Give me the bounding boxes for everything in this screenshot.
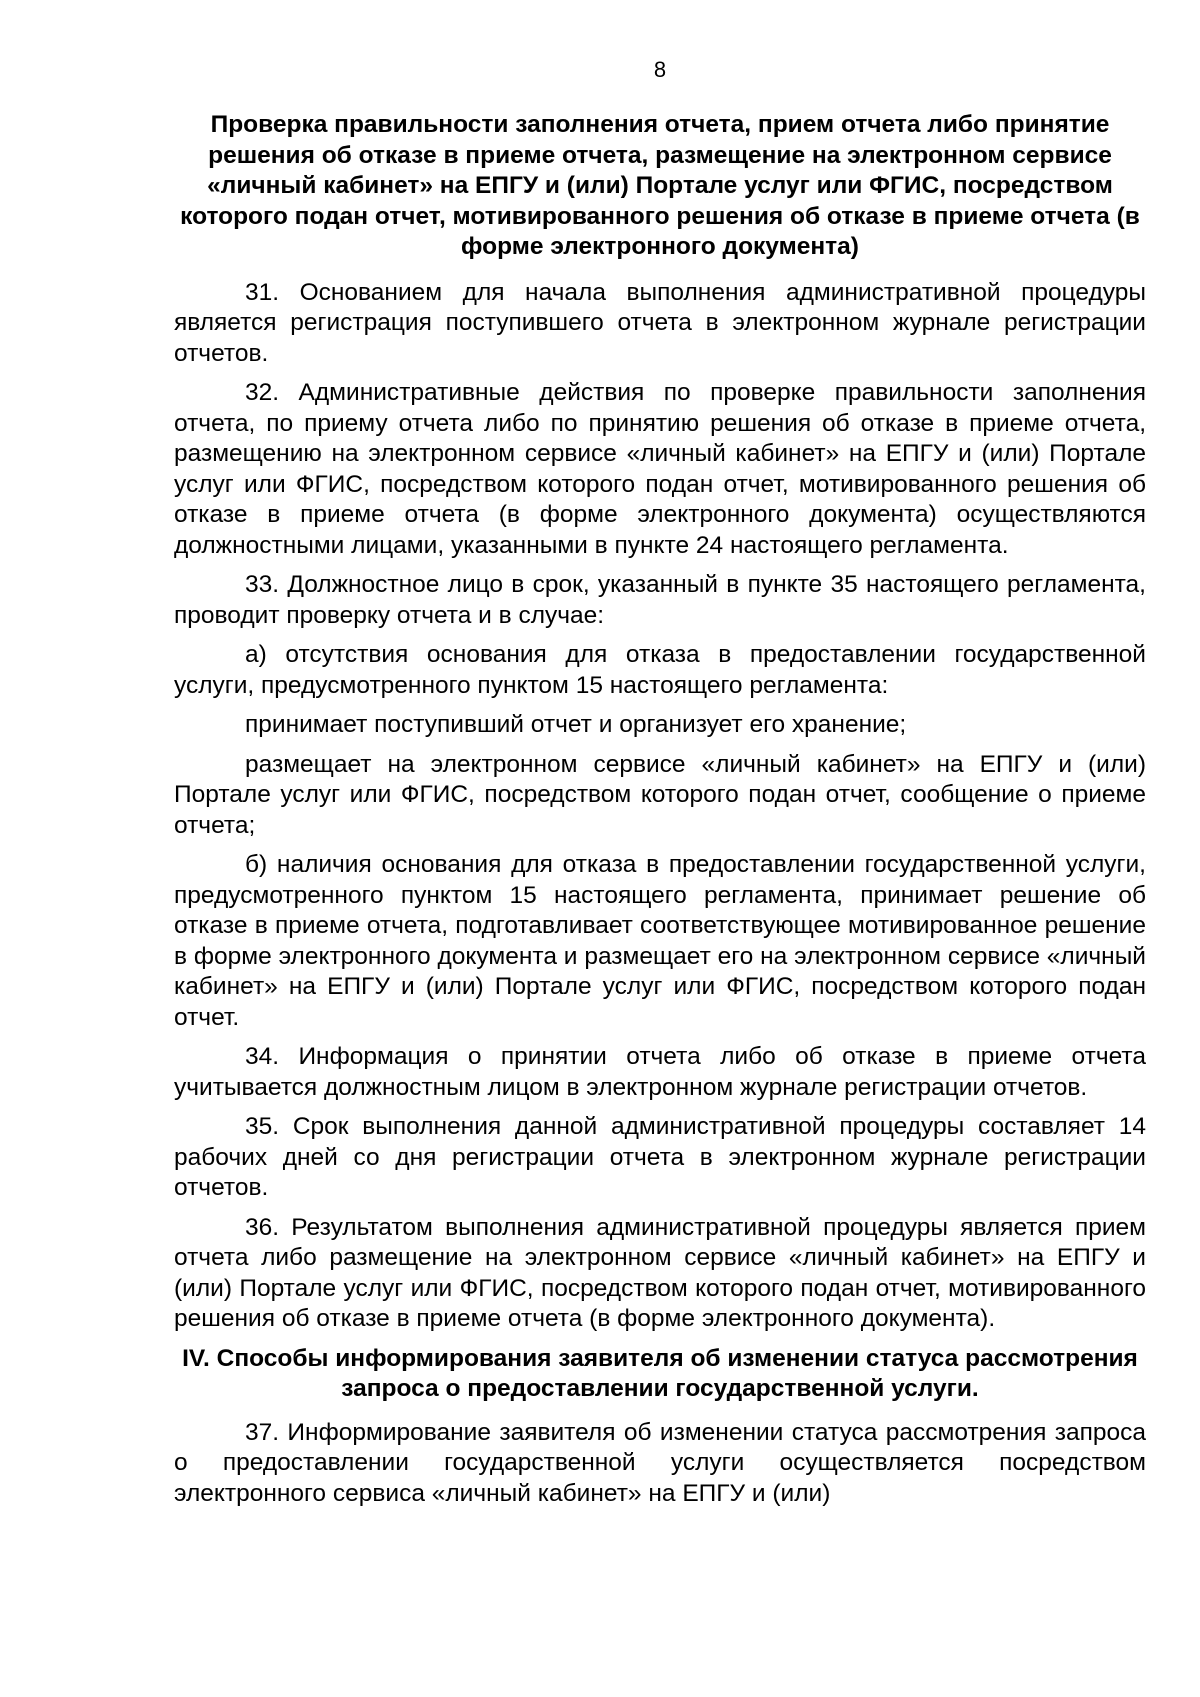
paragraph-34: 34. Информация о принятии отчета либо об отказе в приеме отчета учитывается должностным лицом в электронном журнале регистрации отчетов.: [174, 1043, 1146, 1101]
page-number: 8: [653, 57, 667, 82]
paragraph-33-b: б) наличия основания для отказа в предоставлении государственной услуги, предусмотренного пунктом 15 настоящего регламента, принимает решение об отказе в приеме отчета, подготавливает соответствующее мотивированное решение в форме электронного документа и размещает его на электронном сервисе «личный кабинет» на ЕПГУ и (или) Портале услуг или ФГИС, посредством которого подан отчет.: [174, 851, 1146, 1031]
paragraph-33: 33. Должностное лицо в срок, указанный в пункте 35 настоящего регламента, проводит проверку отчета и в случае:: [174, 571, 1146, 629]
paragraph-37: 37. Информирование заявителя об изменении статуса рассмотрения запроса о предоставлении государственной услуги осуществляется посредством электронного сервиса «личный кабинет» на ЕПГУ и (или): [174, 1418, 1146, 1507]
section-heading: Проверка правильности заполнения отчета, прием отчета либо принятие решения об отказе в приеме отчета, размещение на электронном сервисе «личный кабинет» на ЕПГУ и (или) Портале услуг или ФГИС, посредством которого подан отчет, мотивированного решения об отказе в приеме отчета (в форме электронного документа): [180, 111, 1140, 260]
paragraph-32: 32. Административные действия по проверке правильности заполнения отчета, по приему отчета либо по принятию решения об отказе в приеме отчета, размещению на электронном сервисе «личный кабинет» на ЕПГУ и (или) Портале услуг или ФГИС, посредством которого подан отчет, мотивированного решения об отказе в приеме отчета (в форме электронного документа) осуществляются должностными лицами, указанными в пункте 24 настоящего регламента.: [174, 379, 1146, 559]
paragraph-33-a: а) отсутствия основания для отказа в предоставлении государственной услуги, предусмотренного пунктом 15 настоящего регламента:: [174, 641, 1146, 699]
page-content: [174, 110, 1146, 1518]
paragraph-33-a-1: принимает поступивший отчет и организует его хранение;: [245, 711, 907, 738]
chapter-heading: IV. Способы информирования заявителя об изменении статуса рассмотрения запроса о предоставлении государственной услуги.: [182, 1344, 1138, 1402]
paragraph-33-a-2: размещает на электронном сервисе «личный кабинет» на ЕПГУ и (или) Портале услуг или ФГИС, посредством которого подан отчет, сообщение о приеме отчета;: [174, 750, 1146, 839]
paragraph-35: 35. Срок выполнения данной административной процедуры составляет 14 рабочих дней со дня регистрации отчета в электронном журнале регистрации отчетов.: [174, 1113, 1146, 1201]
paragraph-31: 31. Основанием для начала выполнения административной процедуры является регистрация поступившего отчета в электронном журнале регистрации отчетов.: [174, 278, 1146, 367]
paragraph-36: 36. Результатом выполнения административной процедуры является прием отчета либо размещение на электронном сервисе «личный кабинет» на ЕПГУ и (или) Портале услуг или ФГИС, посредством которого подан отчет, мотивированного решения об отказе в приеме отчета (в форме электронного документа).: [174, 1213, 1146, 1332]
